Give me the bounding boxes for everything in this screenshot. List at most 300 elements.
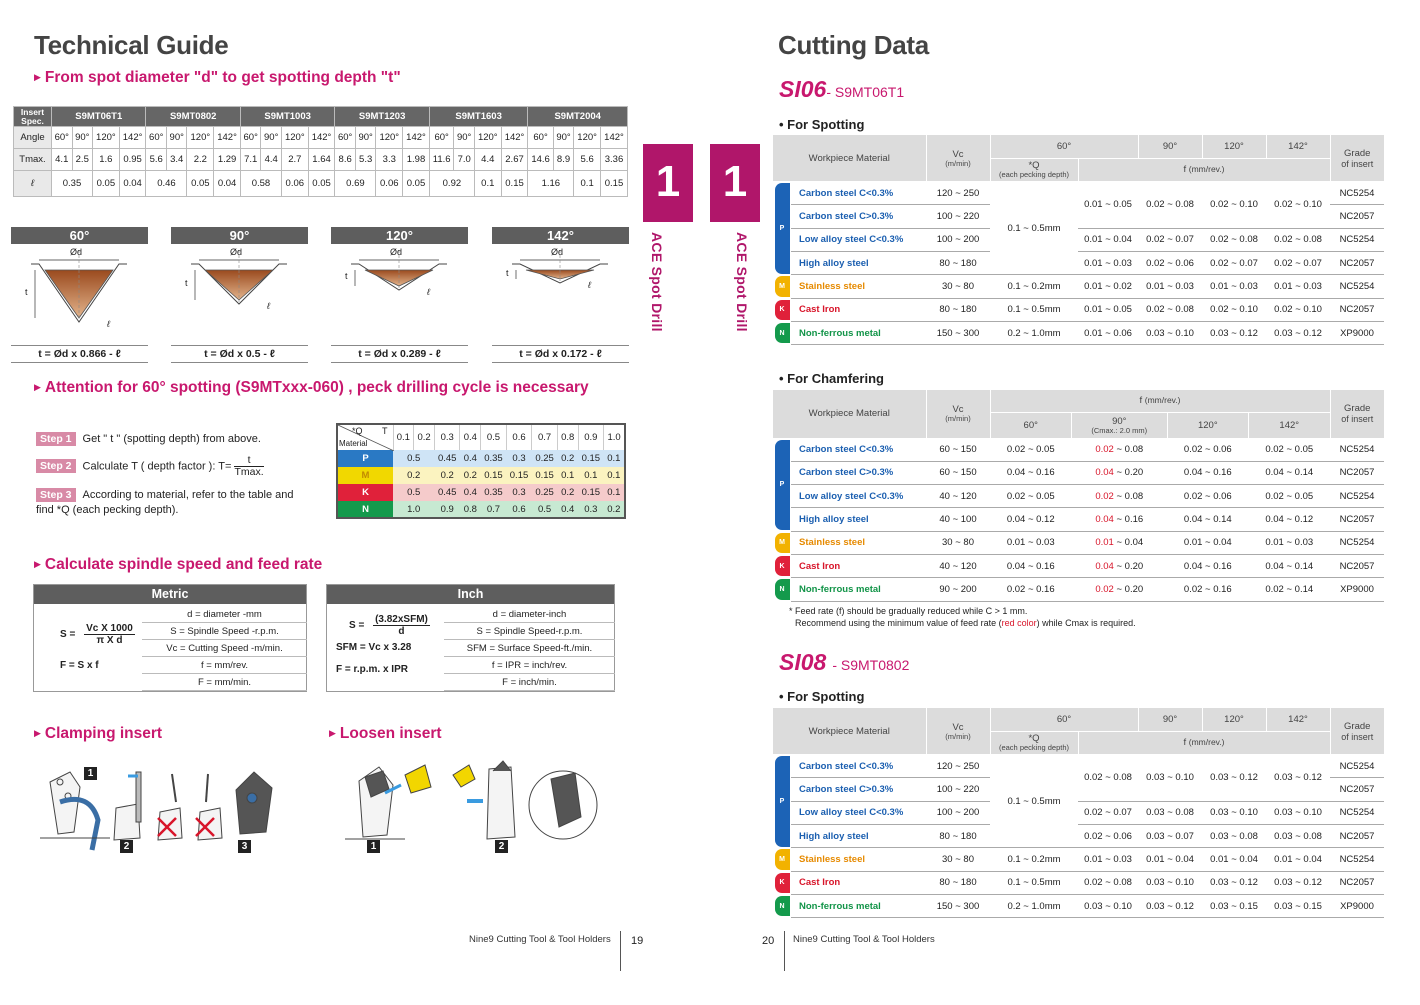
q-label: *Q [352, 426, 363, 436]
note-line-1: * Feed rate (f) should be gradually reduced while C > 1 mm. [789, 606, 1028, 616]
depth-label: t [185, 278, 188, 288]
angle-cell: 60° [335, 127, 356, 149]
feed-value: 0.02 ~ 0.10 [1202, 182, 1266, 229]
q-value: 0.6 [506, 501, 532, 518]
angle-60-header: 60° [990, 708, 1138, 731]
q-label: *Q [1028, 733, 1040, 745]
feed-90-max: ~ 0.08 [1113, 490, 1144, 502]
feed-value: 0.02 ~ 0.08 [1202, 228, 1266, 251]
q-value: 0.25 [532, 484, 558, 501]
l-cell: 0.1 [474, 171, 501, 197]
metric-header: Metric [34, 585, 306, 604]
material-group-badge: M [775, 849, 790, 869]
grade-value: NC2057 [1330, 251, 1384, 274]
feed-142: 0.02 ~ 0.14 [1249, 578, 1330, 601]
feed-142: 0.04 ~ 0.14 [1249, 461, 1330, 484]
feed-value: 0.01 ~ 0.05 [1078, 298, 1138, 321]
feed-value: 0.03 ~ 0.15 [1202, 894, 1266, 917]
inch-definition-line: S = Spindle Speed-r.p.m. [444, 623, 615, 640]
section-heading-spindle-speed: ▶ Calculate spindle speed and feed rate [34, 556, 322, 574]
sfm-formula: SFM = Vc x 3.28 [336, 642, 412, 653]
vc-value: 100 ~ 220 [926, 778, 990, 801]
corner-length-label: ℓ [107, 319, 110, 329]
note-line-2 [789, 617, 1136, 629]
feed-value: 0.03 ~ 0.12 [1202, 321, 1266, 344]
tmax-cell: 2.5 [72, 149, 93, 171]
material-group-badge: K [775, 873, 790, 893]
grade-value: NC5254 [1330, 801, 1384, 824]
diameter-label: Ød [70, 247, 83, 257]
for-spotting-heading: • For Spotting [779, 117, 865, 132]
feed-value: 0.01 ~ 0.03 [1138, 275, 1202, 298]
step-text: Get " t " (spotting depth) from above. [82, 433, 261, 445]
q-value: 0.3 [506, 484, 532, 501]
metric-definitions [142, 606, 307, 691]
q-value: 0.5 [393, 450, 434, 467]
inch-formula-box [326, 584, 615, 692]
feed-120: 0.02 ~ 0.16 [1167, 578, 1248, 601]
angle-90-header: 90° [1138, 708, 1202, 731]
grade-value: XP9000 [1330, 894, 1384, 917]
feed-90-max: ~ 0.20 [1113, 560, 1144, 572]
material-name: High alloy steel [791, 508, 926, 531]
l-cell: 0.05 [187, 171, 214, 197]
tmax-cell: 11.6 [429, 149, 454, 171]
l-cell: 0.92 [429, 171, 474, 197]
material-group-M-bar [773, 848, 791, 871]
workpiece-material-header: Workpiece Material [773, 708, 926, 755]
feed-90-min: 0.04 [1095, 514, 1114, 526]
l-cell: 0.1 [574, 171, 601, 197]
grade-value: NC5254 [1330, 485, 1384, 508]
angle-142-header: 142° [1266, 708, 1330, 731]
si06-chamfering-table [773, 390, 1384, 602]
workpiece-material-header: Workpiece Material [773, 135, 926, 182]
material-group-K: K [337, 484, 393, 501]
inch-definition-line: SFM = Surface Speed-ft./min. [444, 640, 615, 657]
tmax-cell: 2.2 [187, 149, 214, 171]
material-group-N-bar [773, 894, 791, 917]
l-cell: 0.35 [52, 171, 93, 197]
angle-cell: 90° [355, 127, 376, 149]
note-red-text: red color [1001, 618, 1037, 628]
grade-value: NC5254 [1330, 848, 1384, 871]
grade-header [1330, 708, 1384, 755]
q-value: 0.15 [506, 467, 532, 484]
feed-value: 0.03 ~ 0.08 [1266, 824, 1330, 847]
l-cell: 0.15 [501, 171, 528, 197]
depth-formula: t = Ød x 0.289 - ℓ [331, 345, 468, 363]
feed-value: 0.03 ~ 0.08 [1138, 801, 1202, 824]
t-value-header: 0.2 [414, 424, 435, 450]
feed-90-min: 0.04 [1095, 467, 1114, 479]
feed-value: 0.02 ~ 0.07 [1078, 801, 1138, 824]
angle-120-header: 120° [1202, 708, 1266, 731]
inch-definition-line: F = inch/min. [444, 674, 615, 691]
material-name: Carbon steel C<0.3% [791, 182, 926, 205]
feed-120: 0.04 ~ 0.16 [1167, 461, 1248, 484]
angle-cell: 142° [601, 127, 628, 149]
material-name: Stainless steel [791, 275, 926, 298]
inch-header: Inch [327, 585, 614, 604]
insert-code: SI08 [779, 649, 827, 675]
f-unit: (mm/rev.) [1188, 164, 1225, 175]
feed-90 [1071, 485, 1167, 508]
feed-90-max: ~ 0.04 [1113, 537, 1144, 549]
t-value-header: 0.3 [434, 424, 460, 450]
q-value: 0.3 [578, 501, 604, 518]
vc-value: 30 ~ 80 [926, 531, 990, 554]
feed-142: 0.04 ~ 0.14 [1249, 554, 1330, 577]
vc-value: 100 ~ 200 [926, 228, 990, 251]
angle-cell: 142° [308, 127, 335, 149]
formula-lhs: S = [60, 629, 76, 641]
material-group-badge: K [775, 556, 790, 576]
depth-factor-fraction [234, 455, 263, 478]
fraction-denominator: Tmax. [234, 466, 264, 478]
q-value: 0.25 [532, 450, 558, 467]
grade-header [1330, 135, 1384, 182]
angle-120-header: 120° [1202, 135, 1266, 158]
angle-142-header: 142° [1249, 412, 1330, 438]
depth-label: t [25, 287, 28, 297]
q-value: 0.5 [532, 501, 558, 518]
spot-drill-diagram [171, 244, 308, 340]
grade-value: NC2057 [1330, 298, 1384, 321]
feed-90-max: ~ 0.16 [1113, 514, 1144, 526]
q-value: 0.1 ~ 0.2mm [990, 275, 1078, 298]
material-group-badge: N [775, 896, 790, 916]
q-value: 0.45 [434, 484, 460, 501]
section-heading-loosen: ▶ Loosen insert [329, 725, 442, 743]
inch-definitions [444, 606, 615, 691]
vc-header [926, 135, 990, 182]
material-name: Cast Iron [791, 554, 926, 577]
grade-unit: of insert [1341, 414, 1374, 425]
feed-value: 0.01 ~ 0.05 [1078, 182, 1138, 229]
vc-value: 80 ~ 180 [926, 251, 990, 274]
step-text: According to material, refer to the table and find *Q (each pecking depth). [36, 489, 294, 516]
t-value-header: 0.4 [460, 424, 481, 450]
material-group-P-bar [773, 438, 791, 531]
t-value-header: 0.7 [532, 424, 558, 450]
vc-value: 40 ~ 120 [926, 554, 990, 577]
feed-value: 0.03 ~ 0.07 [1138, 824, 1202, 847]
f-label: f [1183, 164, 1187, 176]
insert-spec-table [13, 106, 628, 197]
t-value-header: 0.9 [578, 424, 604, 450]
section-heading-spot-diameter: ▶ From spot diameter "d" to get spotting depth "t" [34, 69, 401, 87]
insert-model: - S9MT06T1 [826, 84, 905, 100]
feed-value: 0.02 ~ 0.06 [1078, 824, 1138, 847]
formula-fraction [84, 623, 135, 646]
q-value: 0.1 [604, 450, 625, 467]
diameter-label: Ød [390, 247, 403, 257]
depth-label: t [345, 271, 348, 281]
loosen-step-2: 2 [495, 840, 508, 853]
spec-model: S9MT1003 [240, 107, 334, 127]
vc-value: 150 ~ 300 [926, 894, 990, 917]
angle-cell: 142° [403, 127, 430, 149]
footer-divider [620, 931, 621, 971]
page-title: Technical Guide [34, 30, 229, 60]
q-value: 0.1 [604, 484, 625, 501]
tmax-cell: 3.4 [166, 149, 187, 171]
note-text: Recommend using the minimum value of feed rate ( [795, 618, 1002, 628]
angle-cell: 120° [474, 127, 501, 149]
feed-120: 0.04 ~ 0.16 [1167, 554, 1248, 577]
spot-drill-diagram [11, 244, 148, 340]
corner-length-label: ℓ [588, 280, 591, 290]
vc-unit: (m/min) [945, 731, 971, 741]
metric-definition-line: Vc = Cutting Speed -m/min. [142, 640, 307, 657]
tmax-cell: 8.9 [553, 149, 574, 171]
angle-header: 90° [171, 227, 308, 244]
angle-cell: 90° [261, 127, 282, 149]
spec-model: S9MT1603 [429, 107, 528, 127]
feed-value: 0.01 ~ 0.03 [1078, 848, 1138, 871]
grade-unit: of insert [1341, 731, 1374, 742]
tmax-row-label: Tmax. [14, 149, 52, 171]
si08-heading [779, 649, 909, 676]
pecking-depth-table [336, 423, 626, 519]
material-name: Non-ferrous metal [791, 321, 926, 344]
inch-feed-formula: F = r.p.m. x IPR [336, 664, 408, 675]
material-name: Carbon steel C<0.3% [791, 438, 926, 461]
step-2 [36, 455, 326, 478]
q-table-corner [337, 424, 393, 450]
fraction-numerator: (3.82xSFM) [375, 614, 428, 625]
feed-value: 0.01 ~ 0.02 [1078, 275, 1138, 298]
angle-cell: 60° [146, 127, 167, 149]
corner-length-label: ℓ [427, 287, 430, 297]
q-header [990, 731, 1078, 754]
angle-cell: 60° [429, 127, 454, 149]
feed-value: 0.03 ~ 0.12 [1266, 871, 1330, 894]
angle-142-header: 142° [1266, 135, 1330, 158]
fraction-denominator: d [398, 626, 405, 637]
vc-value: 90 ~ 200 [926, 578, 990, 601]
angle-cell: 120° [574, 127, 601, 149]
feed-90-min: 0.02 [1095, 583, 1114, 595]
metric-speed-formula [60, 623, 135, 646]
si06-heading [779, 76, 904, 103]
feed-90 [1071, 438, 1167, 461]
vc-value: 40 ~ 120 [926, 485, 990, 508]
cmax-note: (Cmax.: 2.0 mm) [1091, 425, 1148, 435]
metric-formula-box [33, 584, 307, 692]
angle-cell: 60° [240, 127, 261, 149]
feed-90-max: ~ 0.20 [1113, 583, 1144, 595]
insert-code: SI06 [779, 76, 827, 102]
feed-value: 0.01 ~ 0.04 [1138, 848, 1202, 871]
feed-90 [1071, 531, 1167, 554]
angle-cell: 142° [214, 127, 241, 149]
feed-value: 0.03 ~ 0.08 [1202, 824, 1266, 847]
tmax-cell: 2.67 [501, 149, 528, 171]
q-value: 0.15 [578, 484, 604, 501]
feed-rate-note [789, 605, 1136, 629]
workpiece-material-header: Workpiece Material [773, 390, 926, 438]
l-cell: 0.04 [119, 171, 146, 197]
material-name: Low alloy steel C<0.3% [791, 485, 926, 508]
t-value-header: 0.6 [506, 424, 532, 450]
material-group-K-bar [773, 298, 791, 321]
feed-90-min: 0.02 [1095, 490, 1114, 502]
note-text: ) while Cmax is required. [1036, 618, 1136, 628]
tmax-cell: 8.6 [335, 149, 356, 171]
material-name: Stainless steel [791, 531, 926, 554]
inch-definition-line: d = diameter-inch [444, 606, 615, 623]
angle-90-header: 90° [1138, 135, 1202, 158]
l-cell: 0.04 [214, 171, 241, 197]
tmax-cell: 5.6 [146, 149, 167, 171]
q-value: 0.1 ~ 0.5mm [990, 755, 1078, 848]
vc-value: 80 ~ 180 [926, 871, 990, 894]
material-group-M-bar [773, 275, 791, 298]
angle-cell: 120° [376, 127, 403, 149]
f-label: f [1139, 395, 1143, 407]
q-value: 0.1 [557, 467, 578, 484]
corner-length-label: ℓ [267, 301, 270, 311]
grade-value: NC2057 [1330, 205, 1384, 228]
feed-value: 0.02 ~ 0.08 [1078, 871, 1138, 894]
q-value: 0.2 [604, 501, 625, 518]
tmax-cell: 7.0 [454, 149, 475, 171]
section-tab-label: ACE Spot Drill [649, 232, 665, 332]
loosen-step-1: 1 [367, 840, 380, 853]
material-group-badge: N [775, 579, 790, 599]
footer-divider [784, 931, 785, 971]
material-group-badge: P [775, 183, 790, 273]
feed-value: 0.03 ~ 0.12 [1202, 755, 1266, 802]
angle-cell: 90° [553, 127, 574, 149]
angle-header: 142° [492, 227, 629, 244]
vc-value: 60 ~ 150 [926, 438, 990, 461]
angle-90-header [1071, 412, 1167, 438]
vc-value: 80 ~ 180 [926, 298, 990, 321]
material-group-badge: M [775, 533, 790, 553]
fraction-denominator: π X d [96, 635, 123, 646]
vc-value: 60 ~ 150 [926, 461, 990, 484]
feed-value: 0.01 ~ 0.03 [1078, 251, 1138, 274]
spec-model: S9MT06T1 [52, 107, 146, 127]
material-group-badge: P [775, 756, 790, 846]
feed-60: 0.04 ~ 0.16 [990, 554, 1071, 577]
vc-value: 30 ~ 80 [926, 848, 990, 871]
grade-value: NC2057 [1330, 461, 1384, 484]
grade-value: XP9000 [1330, 321, 1384, 344]
footer-brand: Nine9 Cutting Tool & Tool Holders [793, 934, 935, 945]
l-cell: 0.58 [240, 171, 281, 197]
material-name: Carbon steel C>0.3% [791, 205, 926, 228]
depth-formula: t = Ød x 0.172 - ℓ [492, 345, 629, 363]
material-name: High alloy steel [791, 824, 926, 847]
clamp-step-2: 2 [120, 840, 133, 853]
right-page [700, 0, 1420, 1005]
angle-diagram-1 [171, 227, 308, 363]
l-cell: 0.05 [403, 171, 430, 197]
depth-label: t [506, 267, 509, 278]
step-1 [36, 432, 316, 447]
angle-row-label: Angle [14, 127, 52, 149]
spec-model: S9MT0802 [146, 107, 240, 127]
q-value: 0.2 ~ 1.0mm [990, 321, 1078, 344]
q-value: 0.2 [393, 467, 434, 484]
material-group-N-bar [773, 321, 791, 344]
tmax-cell: 5.3 [355, 149, 376, 171]
material-name: Low alloy steel C<0.3% [791, 801, 926, 824]
feed-90-max: ~ 0.20 [1113, 467, 1144, 479]
page-number: 19 [631, 935, 644, 947]
tmax-cell: 4.1 [52, 149, 73, 171]
q-value: 0.4 [460, 450, 481, 467]
tmax-cell: 4.4 [474, 149, 501, 171]
material-group-badge: N [775, 323, 790, 343]
l-cell: 0.06 [376, 171, 403, 197]
angle-diagram-3 [492, 227, 629, 363]
feed-90-min: 0.01 [1095, 537, 1114, 549]
l-row-label: ℓ [14, 171, 52, 197]
tmax-cell: 1.29 [214, 149, 241, 171]
clamp-step-1: 1 [84, 767, 97, 780]
feed-60: 0.02 ~ 0.05 [990, 485, 1071, 508]
angle-60-header: 60° [990, 412, 1071, 438]
feed-value: 0.02 ~ 0.07 [1266, 251, 1330, 274]
vc-value: 100 ~ 220 [926, 205, 990, 228]
feed-60: 0.02 ~ 0.05 [990, 438, 1071, 461]
q-unit: (each pecking depth) [998, 170, 1070, 180]
t-value-header: 0.5 [481, 424, 507, 450]
tmax-cell: 14.6 [528, 149, 553, 171]
material-group-K-bar [773, 554, 791, 577]
q-value: 0.45 [434, 450, 460, 467]
step-badge: Step 3 [36, 488, 76, 502]
feed-142: 0.02 ~ 0.05 [1249, 485, 1330, 508]
grade-value: NC5254 [1330, 228, 1384, 251]
feed-value: 0.01 ~ 0.04 [1078, 228, 1138, 251]
loosen-illustration [345, 757, 600, 857]
l-cell: 0.69 [335, 171, 376, 197]
q-value: 0.5 [393, 484, 434, 501]
feed-value: 0.02 ~ 0.08 [1266, 228, 1330, 251]
material-name: High alloy steel [791, 251, 926, 274]
feed-60: 0.04 ~ 0.12 [990, 508, 1071, 531]
l-cell: 0.05 [93, 171, 120, 197]
tmax-cell: 0.95 [119, 149, 146, 171]
material-name: Stainless steel [791, 848, 926, 871]
grade-value: NC2057 [1330, 778, 1384, 801]
feed-90 [1071, 578, 1167, 601]
feed-header [990, 390, 1330, 412]
feed-value: 0.03 ~ 0.10 [1078, 894, 1138, 917]
feed-value: 0.03 ~ 0.10 [1202, 801, 1266, 824]
q-value: 0.3 [506, 450, 532, 467]
grade-value: XP9000 [1330, 578, 1384, 601]
grade-label: Grade [1344, 147, 1371, 159]
step-badge: Step 2 [36, 459, 76, 473]
vc-label: Vc [952, 148, 964, 160]
grade-value: NC5254 [1330, 755, 1384, 778]
inch-speed-formula [349, 614, 430, 637]
q-value: 0.1 [604, 467, 625, 484]
angle-diagram-2 [331, 227, 468, 363]
grade-unit: of insert [1341, 158, 1374, 169]
feed-value: 0.02 ~ 0.08 [1138, 182, 1202, 229]
grade-value: NC5254 [1330, 275, 1384, 298]
q-value: 0.35 [481, 450, 507, 467]
material-name: Non-ferrous metal [791, 578, 926, 601]
